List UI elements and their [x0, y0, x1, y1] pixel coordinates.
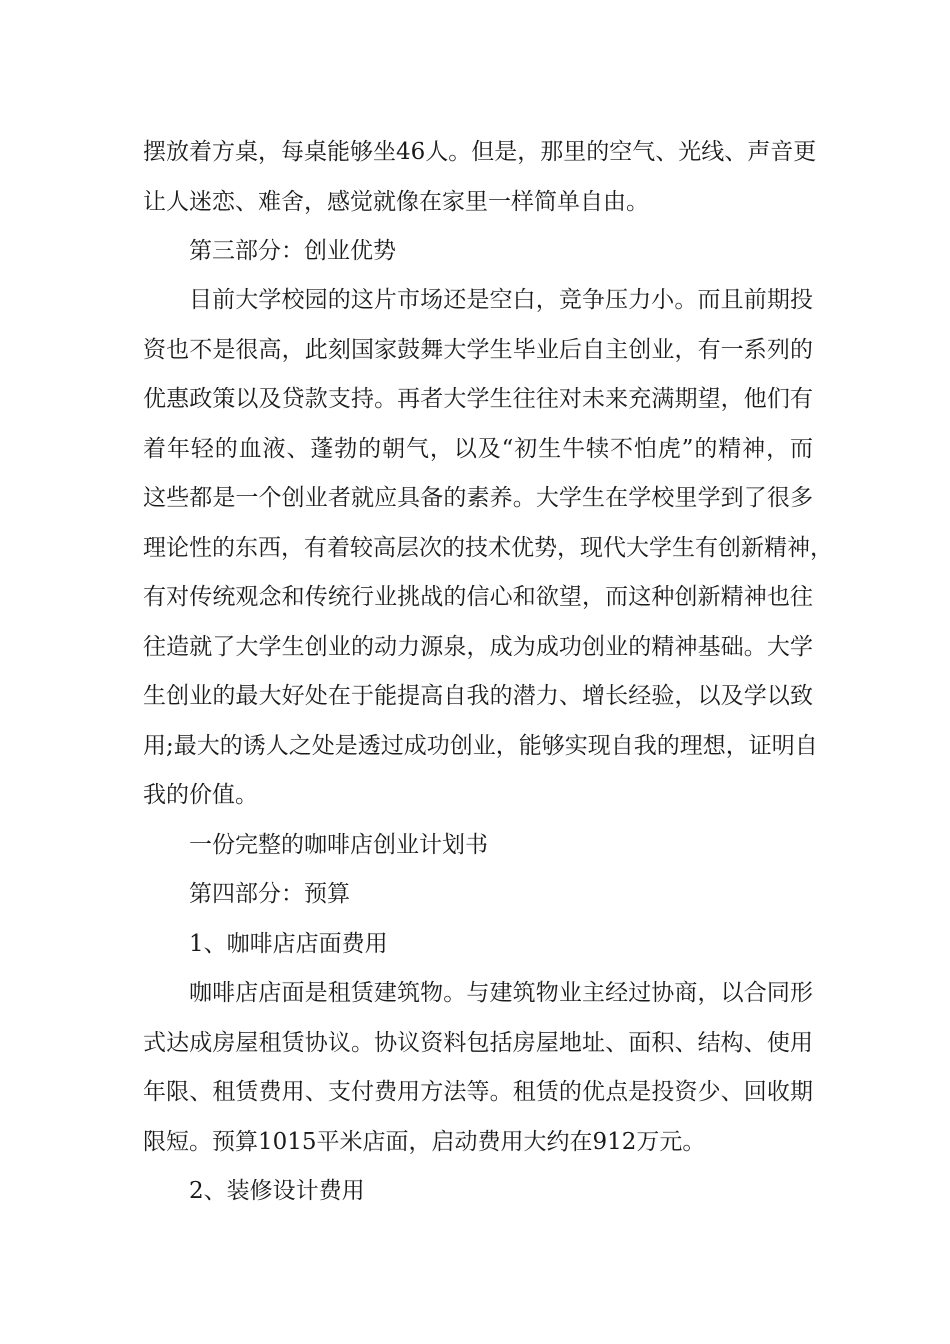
paragraph-line: 我的价值。: [143, 782, 258, 808]
paragraph-line: 式达成房屋租赁协议。协议资料包括房屋地址、面积、结构、使用: [143, 1030, 813, 1056]
subsection-heading: 1、咖啡店店面费用: [189, 931, 388, 957]
section-heading: 第四部分：预算: [189, 881, 350, 907]
paragraph-line: 目前大学校园的这片市场还是空白，竞争压力小。而且前期投: [189, 287, 813, 313]
paragraph-line: 往造就了大学生创业的动力源泉，成为成功创业的精神基础。大学: [143, 634, 813, 660]
paragraph-line: 这些都是一个创业者就应具备的素养。大学生在学校里学到了很多: [143, 485, 813, 511]
paragraph-line: 着年轻的血液、蓬勃的朝气，以及“初生牛犊不怕虎”的精神，而: [143, 436, 813, 462]
paragraph-line: 理论性的东西，有着较高层次的技术优势，现代大学生有创新精神，: [143, 535, 833, 561]
paragraph-line: 有对传统观念和传统行业挑战的信心和欲望，而这种创新精神也往: [143, 584, 813, 610]
paragraph-line: 年限、租赁费用、支付费用方法等。租赁的优点是投资少、回收期: [143, 1079, 813, 1105]
paragraph-line: 限短。预算1015平米店面，启动费用大约在912万元。: [143, 1129, 706, 1155]
document-title: 一份完整的咖啡店创业计划书: [189, 832, 488, 858]
paragraph-line: 摆放着方桌，每桌能够坐46人。但是，那里的空气、光线、声音更: [143, 139, 817, 165]
paragraph-line: 资也不是很高，此刻国家鼓舞大学生毕业后自主创业，有一系列的: [143, 337, 813, 363]
paragraph-line: 用;最大的诱人之处是透过成功创业，能够实现自我的理想，证明自: [143, 733, 818, 759]
subsection-heading: 2、装修设计费用: [189, 1178, 365, 1204]
paragraph-line: 让人迷恋、难舍，感觉就像在家里一样简单自由。: [143, 189, 649, 215]
section-heading: 第三部分：创业优势: [189, 238, 396, 264]
paragraph-line: 咖啡店店面是租赁建筑物。与建筑物业主经过协商，以合同形: [189, 980, 813, 1006]
paragraph-line: 优惠政策以及贷款支持。再者大学生往往对未来充满期望，他们有: [143, 386, 813, 412]
paragraph-line: 生创业的最大好处在于能提高自我的潜力、增长经验，以及学以致: [143, 683, 813, 709]
